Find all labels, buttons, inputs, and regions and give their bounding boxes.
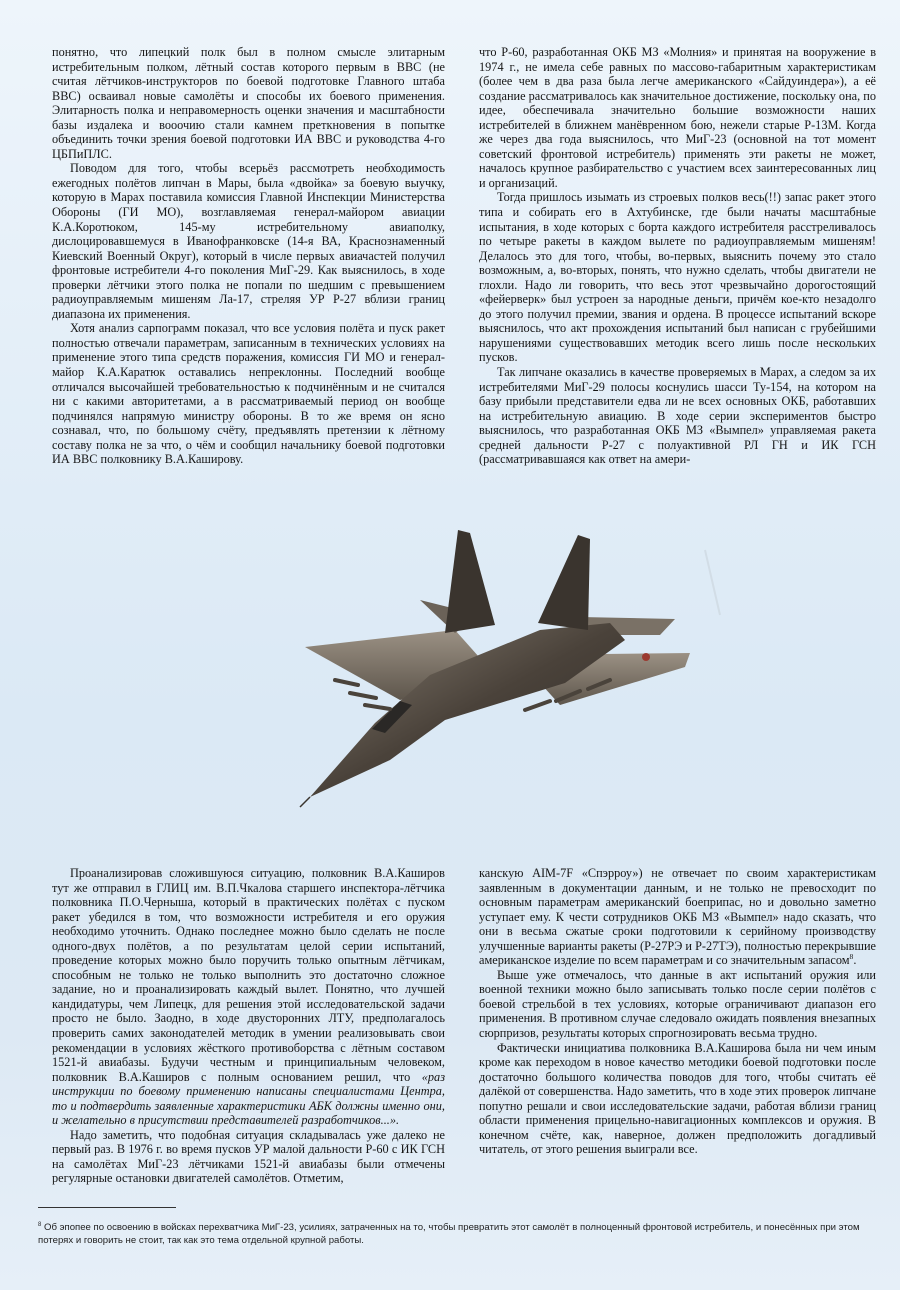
paragraph: Тогда пришлось изымать из строевых полков весь(!!) запас ракет этого типа и собирать его в Ахтубинске, где были начаты масштабные испытания, в ходе которых с борта каждого истребителя расстреливалось по четыре ракеты в каждом вылете по радиоуправляемым мишеням! Делалось это для того, чтобы, во-первых, выяснить почему это стало возможным, а, во-вторых, понять, что нужно сделать, чтобы двигатели не глохли. Надо ли говорить, что весь этот чрезвычайно дорогостоящий «фейерверк» был устроен за народные деньги, причём кое-кто незадолго до этого получил премии, звания и ордена. В процессе испытаний вскоре выяснилось, что акт прохождения испытаний был написан с грубейшими нарушениями существовавших методик всего лишь после нескольких пусков. (479, 190, 876, 365)
text-column-top-right (479, 45, 876, 467)
aircraft-photo (280, 505, 740, 815)
paragraph: Выше уже отмечалось, что данные в акт испытаний оружия или военной техники можно было записывать только после серии полётов с боевой стрельбой в тех условиях, которые ограничивают диапазон его применения. В противном случае следовало ожидать появления внезапных сюрпризов, результаты которых спрогнозировать весьма трудно. (479, 967, 876, 1041)
paragraph (479, 866, 876, 968)
paragraph: Хотя анализ сарпограмм показал, что все условия полёта и пуск ракет полностью отвечали параметрам, записанным в технических условиях на применение этого типа средств поражения, комиссия ГИ МО и генерал-майор К.А.Каратюк оставались непреклонны. Последний вообще отличался высочайшей требовательностью к подчинённым и не считался ни с какими авторитетами, а в рассматриваемый период он вообще подчинялся напрямую министру обороны. В то же время он ясно сознавал, что, по большому счёту, предъявлять претензии к лётному составу полка не за что, о чём и сообщил начальнику боевой подготовки ИА ВВС полковнику В.А.Каширову. (52, 321, 445, 467)
paragraph-end: . (853, 953, 857, 968)
paragraph: Фактически инициатива полковника В.А.Каширова была ни чем иным кроме как переходом в новое качество методики боевой подготовки после достаточно большого количества поводов для того, чтобы считать её далёкой от совершенства. Надо заметить, что в ходе этих проверок липчане попутно решали и свои исследовательские задачи, работая вблизи границ области применения прицельно-навигационных комплексов и оружия. В конечном счёте, как, наверное, должен предположить догадливый читатель, от этого решения выиграли все. (479, 1040, 876, 1157)
footnote-divider (38, 1207, 176, 1208)
text-column-bottom-right (479, 866, 876, 1157)
paragraph: Надо заметить, что подобная ситуация складывалась уже далеко не первый раз. В 1976 г. во время пусков УР малой дальности Р-60 с ИК ГСН на самолётах МиГ-23 лётчиками 1521-й авиабазы были отмечены регулярные остановки двигателей самолётов. Отметим, (52, 1127, 445, 1186)
footnote-text: Об эпопее по освоению в войсках перехватчика МиГ-23, усилиях, затраченных на то, чтобы превратить этот самолёт в полноценный фронтовой истребитель, и понесённых при этом потерях и говорить не стоит, так как это тема отдельной крупной работы. (38, 1222, 860, 1246)
paragraph: Так липчане оказались в качестве проверяемых в Марах, а следом за их истребителями МиГ-29 полосы коснулись шасси Ту-154, на котором на базу прибыли представители едва ли не всех основных ОКБ, работавших на истребительную авиацию. В ходе серии экспериментов быстро выяснилось, что разработанная ОКБ МЗ «Вымпел» управляемая ракета средней дальности Р-27 с полуактивной РЛ ГН и ИК ГСН (рассматривавшаяся как ответ на амери- (479, 365, 876, 467)
right-tail-fin (538, 535, 590, 630)
paragraph: что Р-60, разработанная ОКБ МЗ «Молния» и принятая на вооружение в 1974 г., не имела себе равных по массово-габаритным характеристикам (более чем в два раза была легче американского «Сайдуиндера»), а её создание рассматривалось как значительное достижение, поскольку она, по идее, обеспечивала значительно большие возможности наших истребителей в ближнем манёвренном бою, нежели старые Р-13М. Когда же через два года выяснилось, что МиГ-23 (основной на тот момент советский фронтовой истребитель) применять эти ракеты не может, началось крупное разбирательство с участием всех заинтересованных лиц и организаций. (479, 45, 877, 190)
text-column-bottom-left (52, 866, 445, 1186)
vapor-trail (705, 550, 720, 615)
paragraph-text: Проанализировав сложившуюся ситуацию, полковник В.А.Каширов тут же отправил в ГЛИЦ им. В.П.Чкалова старшего инспектора-лётчика полковника П.О.Черныша, который в практических полётах с пуском ракет убедился в том, что возможности истребителя и его оружия необходимо уточнить. Однако последнее можно было сделать не после одного-двух полётов, а по результатам целой серии испытаний, проведение которых можно было поручить только опытным лётчикам, способным не только не только выполнить это достаточно сложное задание, но и проанализировать каждый вылет. Понятно, что лучшей кандидатуры, чем Липецк, для решения этой исследовательской задачи просто не было. Заодно, в ходе двусторонних ЛТУ, предполагалось проверить самих законодателей методик в умении реализовывать свои рекомендации в условиях жёсткого противоборства с лётным составом 1521-й авиабазы. Будучи честным и принципиальным человеком, полковник В.А.Каширов с полным основанием решил, что (52, 866, 445, 1084)
paragraph: понятно, что липецкий полк был в полном смысле элитарным истребительным полком, лётный состав которого первым в ВВС (не считая лётчиков-инструкторов по боевой подготовке Главного штаба ВВС) осваивал новые самолёты и способы их боевого применения. Элитарность полка и неправомерность оценки значения и масштабности базы издалека и вооочию стали камнем преткновения в попытке объединить точки зрения боевой подготовки ИА ВВС и руководства 4-го ЦБПиПЛС. (52, 45, 445, 161)
pitot-probe (300, 797, 310, 807)
italic-quote: «раз инструкции по боевому применению написаны специалистами Центра, то и подтвердить заявленные характеристики АБК должны именно они, и желательно в присутствии представителей разработчиков...». (52, 1069, 445, 1128)
text-column-top-left (52, 45, 445, 467)
star-insignia (642, 653, 650, 661)
paragraph: Поводом для того, чтобы всерьёз рассмотреть необходимость ежегодных полётов липчан в Мары, была «двойка» за боевую выучку, которую в Марах поставила комиссия Главной Инспекции Министерства Обороны (ГИ МО), возглавляемая генерал-майором авиации К.А.Коротюком, 145-му истребительному авиаполку, дислоцировавшемуся в Иванофранковске (14-я ВА, Краснознаменный Киевский Военный Округ), который в числе первых авиачастей получил фронтовые истребители 4-го поколения МиГ-29. Как выяснилось, в ходе проверки лётчики этого полка не попали по шедшим с превышением радиоуправляемым мишеням Ла-17, стреляя УР Р-27 вблизи границ диапазона их применения. (52, 161, 445, 321)
left-tail-fin (445, 530, 495, 633)
paragraph-text: канскую AIM-7F «Спэрроу») не отвечает по своим характеристикам заявленным в документации данным, и не только не превосходит по основным параметрам американский боеприпас, но и довольно заметно уступает ему. К чести сотрудников ОКБ МЗ «Вымпел» надо сказать, что они в весьма сжатые сроки подготовили к серийному производству улучшенные варианты ракеты (Р-27РЭ и Р-27ТЭ), полностью перекрывшие американское изделие по всем параметрам и со значительным запасом (479, 866, 876, 968)
footnote (38, 1221, 878, 1247)
footnote-marker: 8 (38, 1221, 42, 1228)
paragraph (52, 866, 445, 1128)
footnote-reference[interactable]: 8 (849, 952, 854, 962)
